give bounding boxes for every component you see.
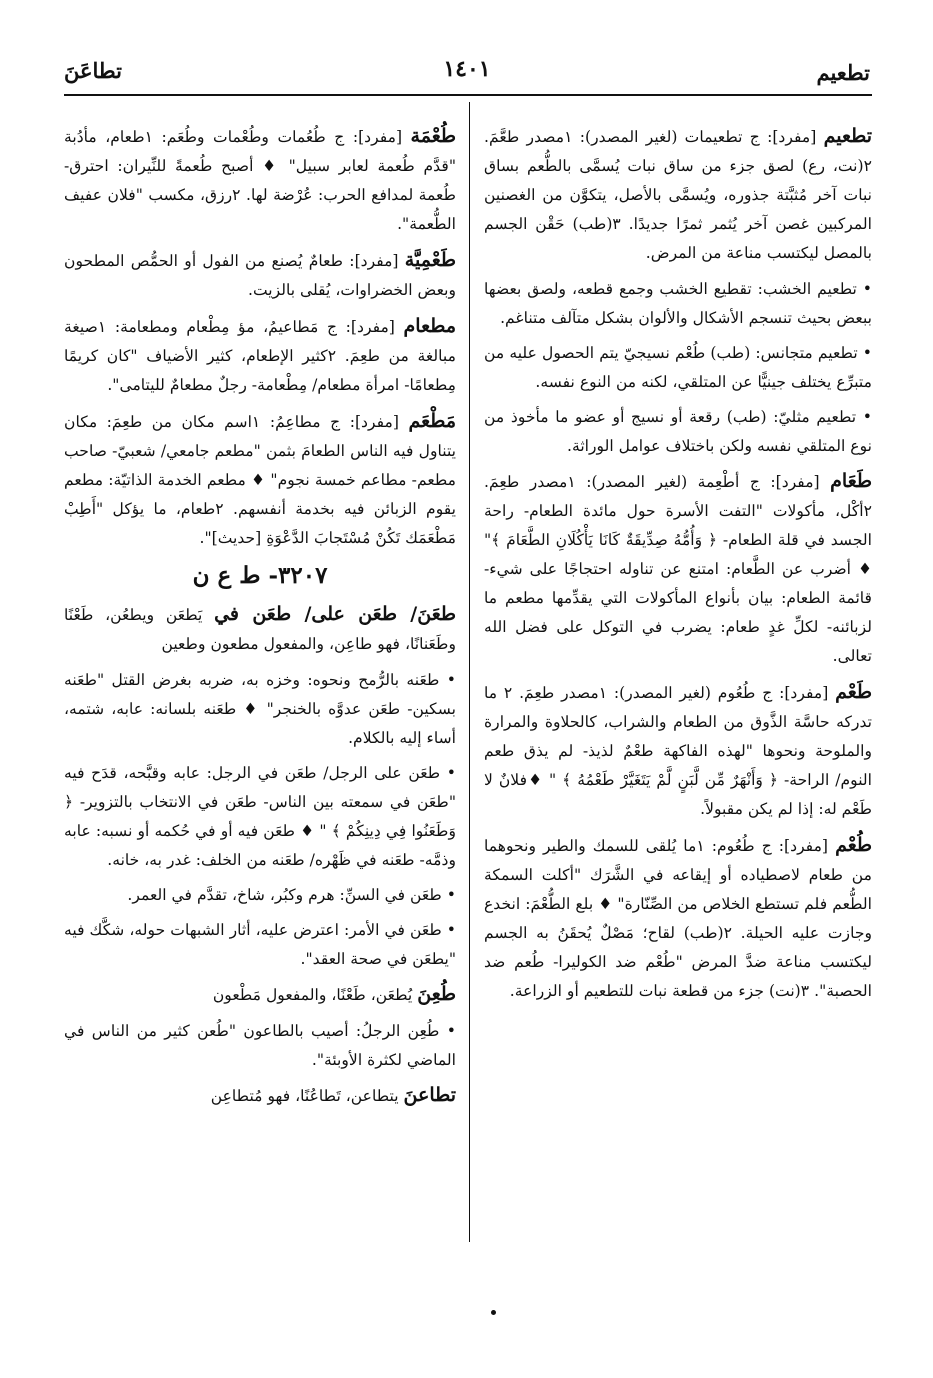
definition: يتطاعن، تَطاعُنًا، فهو مُتطاعِن (210, 1087, 404, 1105)
entry-tuina (64, 980, 456, 1010)
footer-dot (491, 1310, 496, 1315)
subentry (64, 916, 456, 974)
headword: تطاعنَ (403, 1084, 456, 1106)
subentry (64, 666, 456, 753)
entry-taam (484, 467, 872, 671)
definition: • تطعيم مثليّ: (طب) رقعة أو نسيج أو عضو ما مأخوذ من نوع المتلقي نفسه ولكن باختلاف عوامل الوراثة. (484, 408, 872, 455)
entry-tatim (484, 122, 872, 268)
root-heading: ٣٢٠٧- ط ع ن (192, 562, 328, 589)
headword: طَعَام (830, 470, 872, 492)
page-header (64, 52, 870, 92)
column-divider (469, 102, 470, 1242)
left-column (64, 122, 456, 1118)
definition: [مفرد]: ج طُعُمات وطُعْمات وطُعَم: ١طعام، مأدُبة "قدَّم طُعمة لعابر سبيل" ♦ أصبح طُعمةً للنِّيران: احترق- طُعمة لمدافع الحرب: عُرْضة لها. ٢رزق، مكسب "فلان عفيف الطُّعمة". (64, 128, 456, 233)
definition: يُطعَن، طَعْنًا، والمفعول مَطْعون (212, 986, 418, 1004)
header-rule (64, 94, 872, 96)
definition: [مفرد]: طعامٌ يُصنع من الفول أو الحمُّص المطحون وبعض الخضراوات، يُقلى بالزيت. (64, 252, 456, 299)
definition: [مفرد]: ج تطعيمات (لغير المصدر): ١مصدر طعَّمَ. ٢(نت، رع) لصق جزء من ساق نبات يُسمَّى بالطُّعم بساق نبات آخر مُثبَّتة جذوره، ويُسمَّى بالأصل، يتكوَّن من الغصنين المركبين غصن آخر يُثمر ثمرًا جديدًا. ٣(طب) حَقْن الجسم بالمصل ليكتسب مناعة من المرض. (484, 128, 872, 262)
definition: • طُعِن الرجلُ: أصيب بالطاعون "طُعن كثير من الناس في الماضي لكثرة الأوبئة". (64, 1022, 456, 1069)
definition: • طعَن في السنِّ: هرم وكبُر، شاخ، تقدَّم في العمر. (127, 886, 456, 904)
entry-tumah (64, 122, 456, 239)
definition: • طعَن في الأمر: اعترض عليه، أثار الشبهات حوله، شكَّك فيه "يطعَن في صحة العقد". (64, 921, 456, 968)
headword: طعَنَ/ طعَن على/ طعَن في (214, 603, 456, 625)
entry-tamiyya (64, 246, 456, 305)
definition: • تطعيم الخشب: تقطيع الخشب وجمع قطعه، ولصق بعضها ببعض بحيث تنسجم الأشكال والألوان بشكل متآلف متناغم. (484, 280, 872, 327)
subentry (64, 1017, 456, 1075)
headword: مطعام (403, 315, 456, 337)
subentry (64, 759, 456, 875)
definition: يَطعَن ويطعُن، طَعْنًا وطَعَنانًا، فهو طاعِن، والمفعول مطعون وطعين (64, 606, 456, 653)
headword: طُعْم (835, 834, 872, 856)
entry-tam (484, 678, 872, 824)
page-number: ١٤٠١ (443, 56, 491, 82)
header-guide-word-right: تطعيم (816, 60, 870, 85)
definition: • تطعيم متجانس: (طب) طُعْم نسيجيّ يتم الحصول عليه من متبرِّع يختلف جينيًّا عن المتلقي، لكنه من النوع نفسه. (484, 344, 872, 391)
entry-tum (484, 831, 872, 1006)
headword: طَعْمِيَّة (404, 249, 456, 271)
definition: [مفرد]: ج مَطاعيمُ، مؤ مِطْعام ومطعامة: ١صيغة مبالغة من طعِمَ. ٢كثير الإطعام، كثير الأضياف "كان كريمًا مِطعامًا- امرأة مطعام/ مِطْعامة- رجلٌ مطعامٌ لليتامى". (64, 318, 456, 394)
definition: [مفرد]: ج مطاعِمُ: ١اسم مكان من طعِمَ: مكان يتناول فيه الناس الطعامَ بثمن "مطعم جامعي/ شعبيّ- صاحب مطعم- مطاعم خمسة نجوم" ♦ مطعم الخدمة الذاتيّة: مطعم يقوم الزبائن فيه بخدمة أنفسهم. ٢طعام، ما يؤكل "أَطِبْ مَطْعَمَك تَكُنْ مُسْتَجابَ الدَّعْوَةِ [حديث]". (64, 413, 456, 547)
subentry (484, 339, 872, 397)
entry-taana (64, 600, 456, 659)
subentry (484, 403, 872, 461)
headword: تطعيم (823, 125, 872, 147)
headword: طَعْم (835, 681, 872, 703)
definition: • طعَنه بالرُّمح ونحوه: وخزه به، ضربه بغرض القتل "طعَنه بسكين- طعَن عدوَّه بالخنجر" ♦ طعَنه بلسانه: عابه، شتمه، أساء إليه بالكلام. (64, 671, 456, 747)
headword: طُعْمَة (410, 125, 457, 147)
definition: [مفرد]: ج أطْعِمة (لغير المصدر): ١مصدر طعِمَ. ٢أكْل، مأكولات "التفت الأسرة حول مائدة الطعام- راحة الجسد في قلة الطعام- ﴿ وَأُمُّهُ صِدِّيقَةٌ كَانَا يَأْكُلَانِ الطَّعَامَ ﴾" ♦ أضرب عن الطَّعام: امتنع عن تناوله احتجاجًا على شيء- قائمة الطعام: بيان بأنواع المأكولات التي يقدِّمها مطعم ما لزبائنه- لكلِّ غدٍ طعام: يضرب في التوكل على فضل الله تعالى. (484, 473, 872, 665)
subentry (64, 881, 456, 910)
headword: طُعِنَ (417, 983, 456, 1005)
definition: • طعَن على الرجل/ طعَن في الرجل: عابه وقبَّحه، قدَح فيه "طعَن في سمعته بين الناس- طعَن في الانتخاب بالتزوير- ﴿ وَطَعَنُوا فِي دِينِكُمْ ﴾ " ♦ طعَن فيه أو في حُكمه أو نسبه: عابه وذمَّه- طعَنه في ظَهْره/ طعَنه من الخلف: غدر به، خانه. (64, 764, 456, 869)
definition: [مفرد]: ج طُعُوم: ١ما يُلقى للسمك والطير ونحوهما من طعام لاصطياده أو إيقاعه في الشَّرَك "أكلت السمكة الطُّعم فلم تستطع الخلاص من الصِّنّارة" ♦ بلع الطُّعْمَ: انخدع وجازت عليه الحيلة. ٢(طب) لقاح؛ مَصْلٌ يُحقَنُ به الجسم ليكتسب مناعة ضدَّ المرض "طُعْم ضد الكوليرا- طُعم ضد الحصبة". ٣(نت) جزء من قطعة نبات للتطعيم أو الزراعة. (484, 837, 873, 1000)
definition: [مفرد]: ج طُعُوم (لغير المصدر): ١مصدر طعِمَ. ٢ ما تدركه حاسَّة الذَّوق من الطعام والشراب، كالحلاوة والمرارة والملوحة ونحوها "لهذه الفاكهة طعْمٌ لذيذ- لم يذق طعم النوم/ الراحة- ﴿ وَأَنْهَرٌ مِّن لَّبَنٍ لَّمْ يَتَغَيَّرْ طَعْمُهُ ﴾ " ♦فلانٌ لا طَعْم له: إذا لم يكن مقبولاً. (484, 684, 872, 818)
entry-tataana (64, 1081, 456, 1111)
right-column (484, 122, 872, 1013)
header-guide-word-left: تطاعَنَ (64, 58, 122, 83)
entry-matam (64, 407, 456, 553)
entry-mitam (64, 312, 456, 400)
headword: مَطْعَم (408, 410, 457, 432)
subentry (484, 275, 872, 333)
